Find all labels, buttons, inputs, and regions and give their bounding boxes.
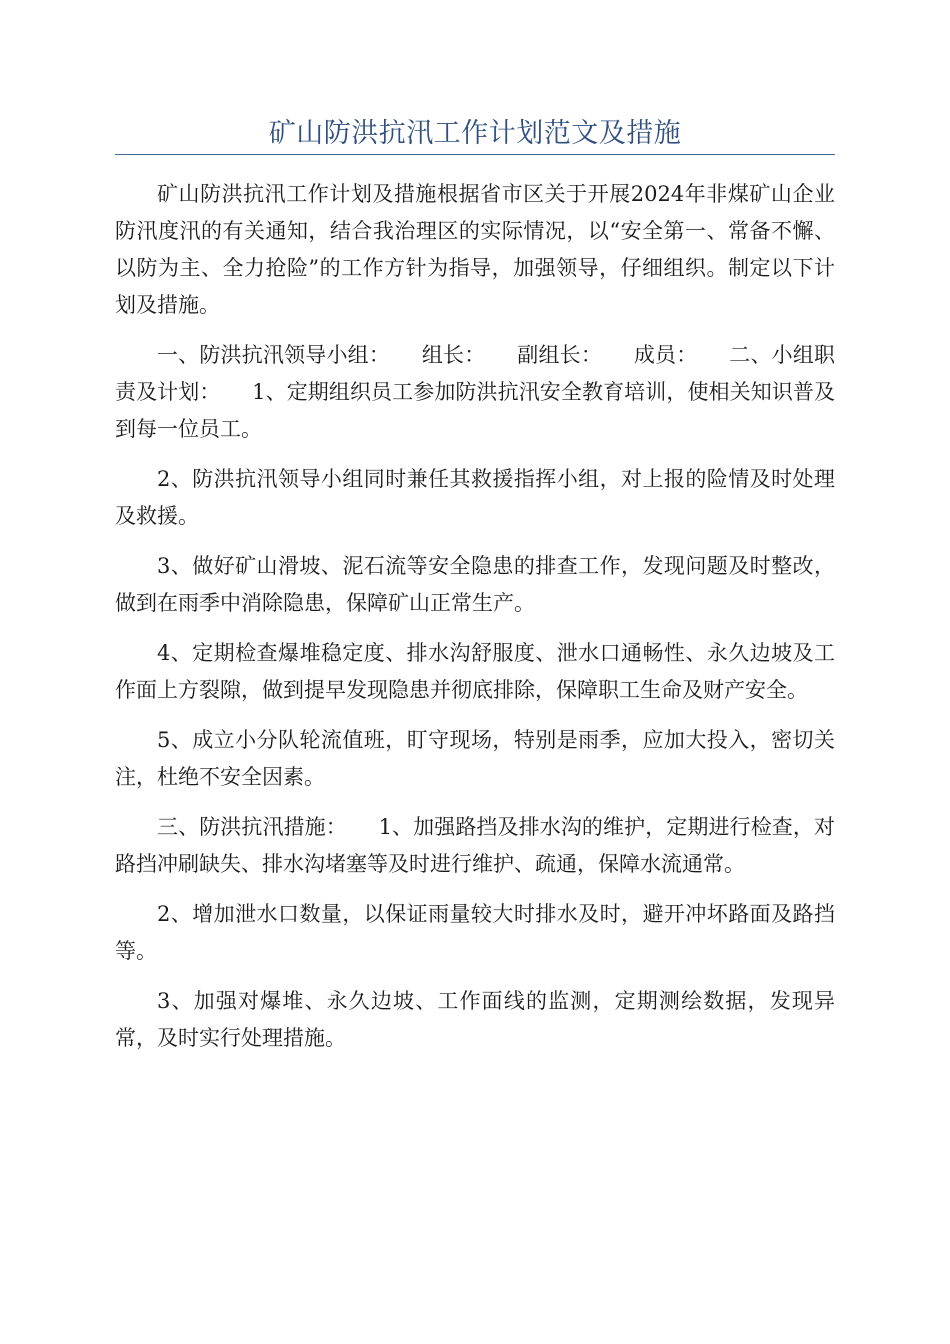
paragraph-item-2: 2、防洪抗汛领导小组同时兼任其救援指挥小组，对上报的险情及时处理及救援。 xyxy=(115,467,835,528)
paragraph-intro: 矿山防洪抗汛工作计划及措施根据省市区关于开展2024年非煤矿山企业防汛度汛的有关通知，结合我治理区的实际情况，以“安全第一、常备不懈、以防为主、全力抢险”的工作方针为指导，加强领导，仔细组织。制定以下计划及措施。 xyxy=(115,182,835,317)
paragraph-item-4: 4、定期检查爆堆稳定度、排水沟舒服度、泄水口通畅性、永久边坡及工作面上方裂隙，做到提早发现隐患并彻底排除，保障职工生命及财产安全。 xyxy=(115,641,835,702)
title-underline xyxy=(115,154,835,155)
paragraph-measures: 三、防洪抗汛措施： 1、加强路挡及排水沟的维护，定期进行检查，对路挡冲刷缺失、排水沟堵塞等及时进行维护、疏通，保障水流通常。 xyxy=(115,815,835,876)
paragraph-measure-3: 3、加强对爆堆、永久边坡、工作面线的监测，定期测绘数据，发现异常，及时实行处理措施。 xyxy=(115,989,835,1050)
paragraph-item-3: 3、做好矿山滑坡、泥石流等安全隐患的排查工作，发现问题及时整改，做到在雨季中消除隐患，保障矿山正常生产。 xyxy=(115,554,835,615)
paragraph-item-5: 5、成立小分队轮流值班，盯守现场，特别是雨季，应加大投入，密切关注，杜绝不安全因素。 xyxy=(115,728,835,789)
paragraph-measure-2: 2、增加泄水口数量，以保证雨量较大时排水及时，避开冲坏路面及路挡等。 xyxy=(115,902,835,963)
document-title: 矿山防洪抗汛工作计划范文及措施 xyxy=(268,118,682,149)
document-body xyxy=(115,176,835,1070)
paragraph-leadership-group: 一、防洪抗汛领导小组： 组长： 副组长： 成员： 二、小组职责及计划： 1、定期组织员工参加防洪抗汛安全教育培训，使相关知识普及到每一位员工。 xyxy=(115,343,835,441)
